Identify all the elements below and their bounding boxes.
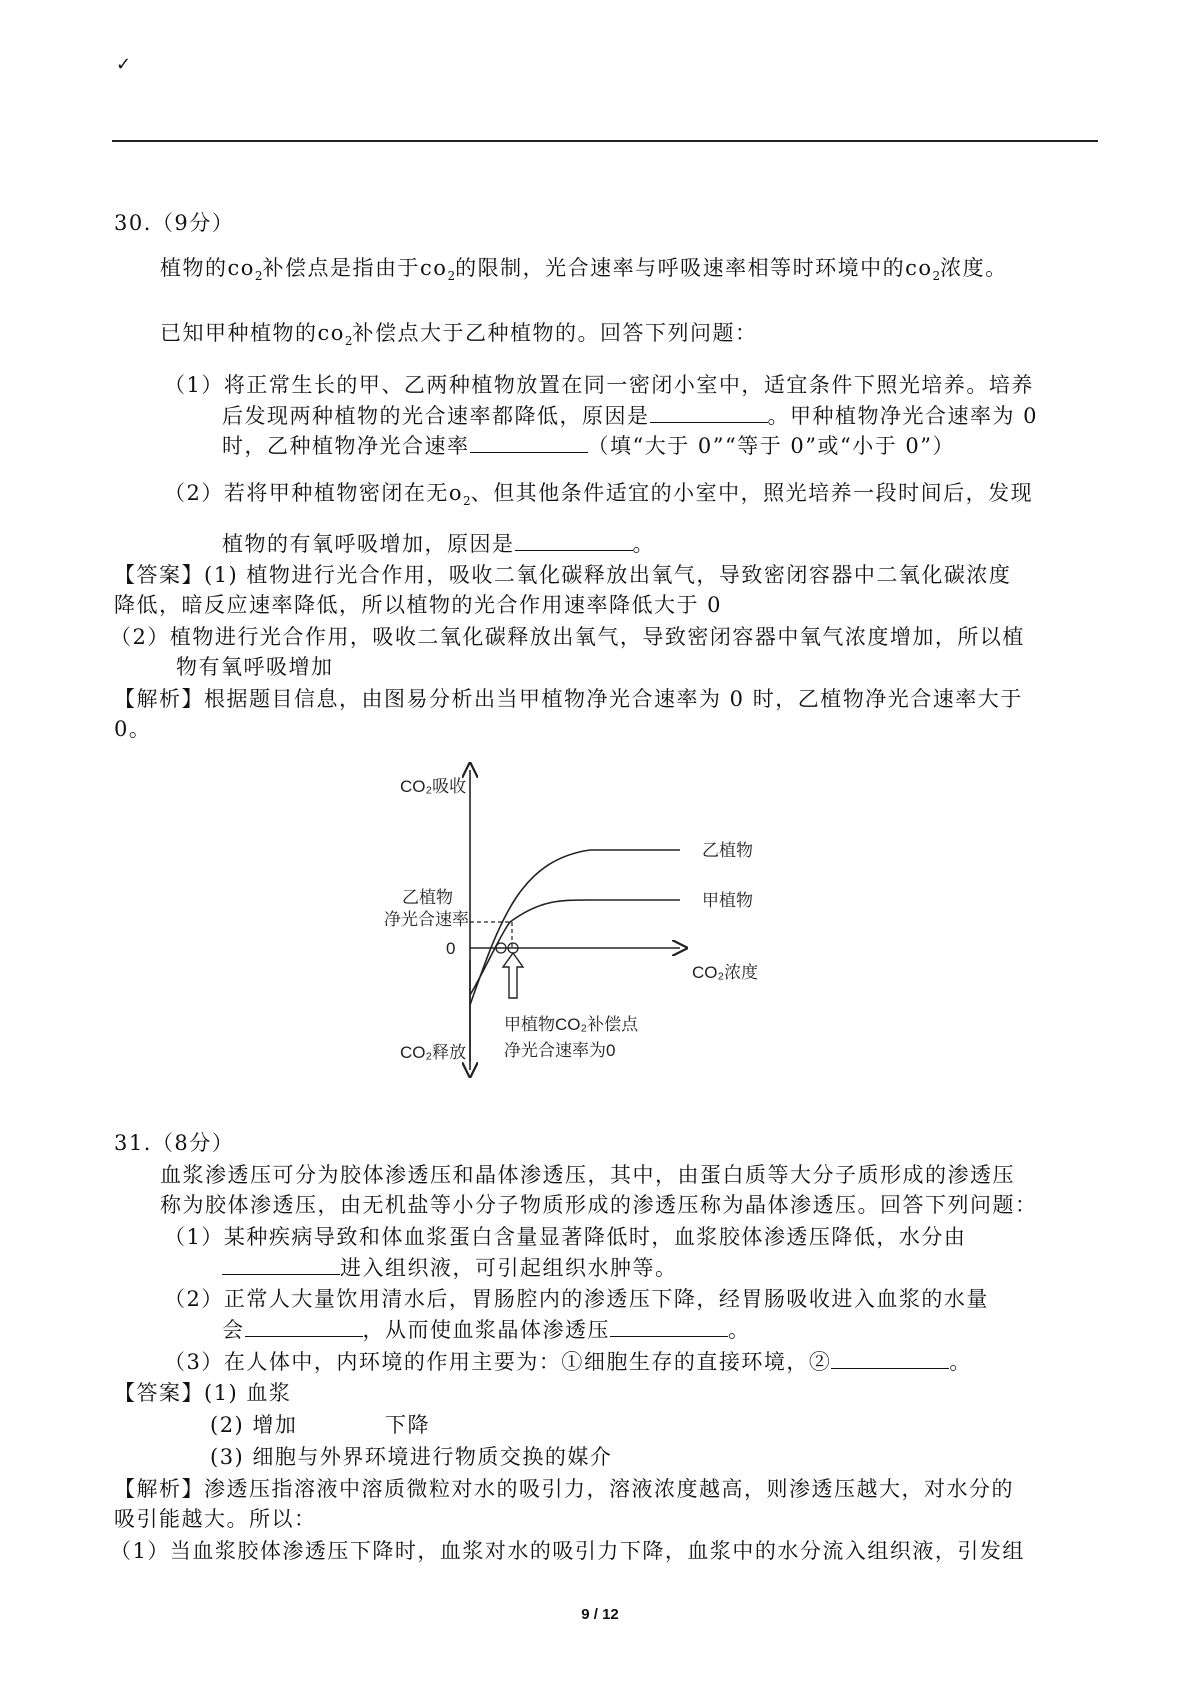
answer-blank[interactable] [610, 1314, 728, 1337]
q31-line1: 血浆渗透压可分为胶体渗透压和晶体渗透压，其中，由蛋白质等大分子质形成的渗透压 [160, 1163, 1015, 1187]
q30-analysis-line1: 【解析】根据题目信息，由图易分析出当甲植物净光合速率为 0 时，乙植物净光合速率大于 [114, 687, 1023, 711]
q31-heading: 31.（8分） [114, 1131, 235, 1155]
q30-part1-line3: 时，乙种植物净光合速率 （填“大于 0”“等于 0”或“小于 0”） [222, 430, 955, 461]
q30-analysis-line2: 0。 [114, 717, 152, 741]
q31-line4: 进入组织液，可引起组织水肿等。 [222, 1252, 678, 1283]
q30-answer-line2: 降低，暗反应速率降低，所以植物的光合作用速率降低大于 0 [114, 593, 723, 617]
curve-yi-label: 乙植物 [702, 841, 753, 860]
q30-part2-line2: 植物的有氧呼吸增加，原因是 。 [222, 528, 655, 559]
answer-blank[interactable] [470, 430, 588, 453]
yi-rate-label-2: 净光合速率 [384, 910, 469, 929]
q31-analysis-line1: 【解析】渗透压指溶液中溶质微粒对水的吸引力，溶液浓度越高，则渗透压越大，对水分的 [114, 1477, 1014, 1501]
q31-answer-line2a: (2) 增加 [210, 1413, 298, 1437]
q30-heading: 30.（9分） [114, 211, 235, 235]
curve-yi [470, 850, 680, 1005]
answer-blank[interactable] [650, 400, 768, 423]
q31-answer-line2b: 下降 [385, 1413, 430, 1437]
q31-line5: （2）正常人大量饮用清水后，胃肠腔内的渗透压下降，经胃肠吸收进入血浆的水量 [164, 1287, 989, 1311]
answer-blank[interactable] [245, 1314, 363, 1337]
pointer-arrow [503, 953, 523, 998]
q30-answer-line3: （2）植物进行光合作用，吸收二氧化碳释放出氧气，导致密闭容器中氧气浓度增加，所以植 [110, 625, 1025, 649]
q31-analysis-line2: 吸引能越大。所以： [114, 1507, 317, 1531]
x-axis-label: CO₂浓度 [692, 963, 759, 982]
answer-blank[interactable] [515, 528, 633, 551]
answer-blank[interactable] [831, 1346, 949, 1369]
page-number: 9 / 12 [581, 1606, 619, 1623]
q30-part1-line1: （1）将正常生长的甲、乙两种植物放置在同一密闭小室中，适宜条件下照光培养。培养 [164, 373, 1034, 397]
q31-line3: （1）某种疾病导致和体血浆蛋白含量显著降低时，血浆胶体渗透压降低，水分由 [164, 1225, 967, 1249]
yi-rate-label-1: 乙植物 [402, 888, 453, 907]
arrow-label-2: 净光合速率为0 [504, 1041, 616, 1060]
q30-answer-line1: 【答案】(1) 植物进行光合作用，吸收二氧化碳释放出氧气，导致密闭容器中二氧化碳浓度 [114, 563, 1012, 587]
q30-answer-line4: 物有氧呼吸增加 [176, 655, 334, 679]
check-mark: ✓ [116, 54, 132, 75]
q30-intro-line-2: 已知甲种植物的$co_2$补偿点大于乙种植物的。回答下列问题： [160, 321, 758, 348]
q30-intro-line-1: 植物的$co_2$补偿点是指由于$co_2$的限制，光合速率与呼吸速率相等时环境中的$co_2$浓度。 [160, 256, 1008, 283]
y-bottom-label: CO₂释放 [400, 1043, 467, 1062]
q31-answer-line3: (3) 细胞与外界环境进行物质交换的媒介 [210, 1445, 613, 1469]
q30-part2-line1: （2）若将甲种植物密闭在无$o_2$、但其他条件适宜的小室中，照光培养一段时间后，发现 [164, 481, 1034, 508]
answer-blank[interactable] [222, 1252, 340, 1275]
q31-line7: （3）在人体中，内环境的作用主要为：①细胞生存的直接环境，② 。 [164, 1346, 972, 1377]
co2-compensation-figure [380, 760, 840, 1085]
zero-label: 0 [446, 939, 456, 958]
q31-line6: 会 ，从而使血浆晶体渗透压 。 [222, 1314, 751, 1345]
q30-part1-line2: 后发现两种植物的光合速率都降低，原因是 。甲种植物净光合速率为 0 [222, 400, 1038, 431]
q31-answer-line1: 【答案】(1) 血浆 [114, 1381, 292, 1405]
curve-jia-label: 甲植物 [702, 891, 753, 910]
header-rule [112, 140, 1098, 142]
q31-line2: 称为胶体渗透压，由无机盐等小分子物质形成的渗透压称为晶体渗透压。回答下列问题： [160, 1193, 1038, 1217]
y-top-label: CO₂吸收 [400, 777, 467, 796]
arrow-label-1: 甲植物CO₂补偿点 [504, 1015, 639, 1034]
q31-analysis-line3: （1）当血浆胶体渗透压下降时，血浆对水的吸引力下降，血浆中的水分流入组织液，引发组 [110, 1539, 1025, 1563]
